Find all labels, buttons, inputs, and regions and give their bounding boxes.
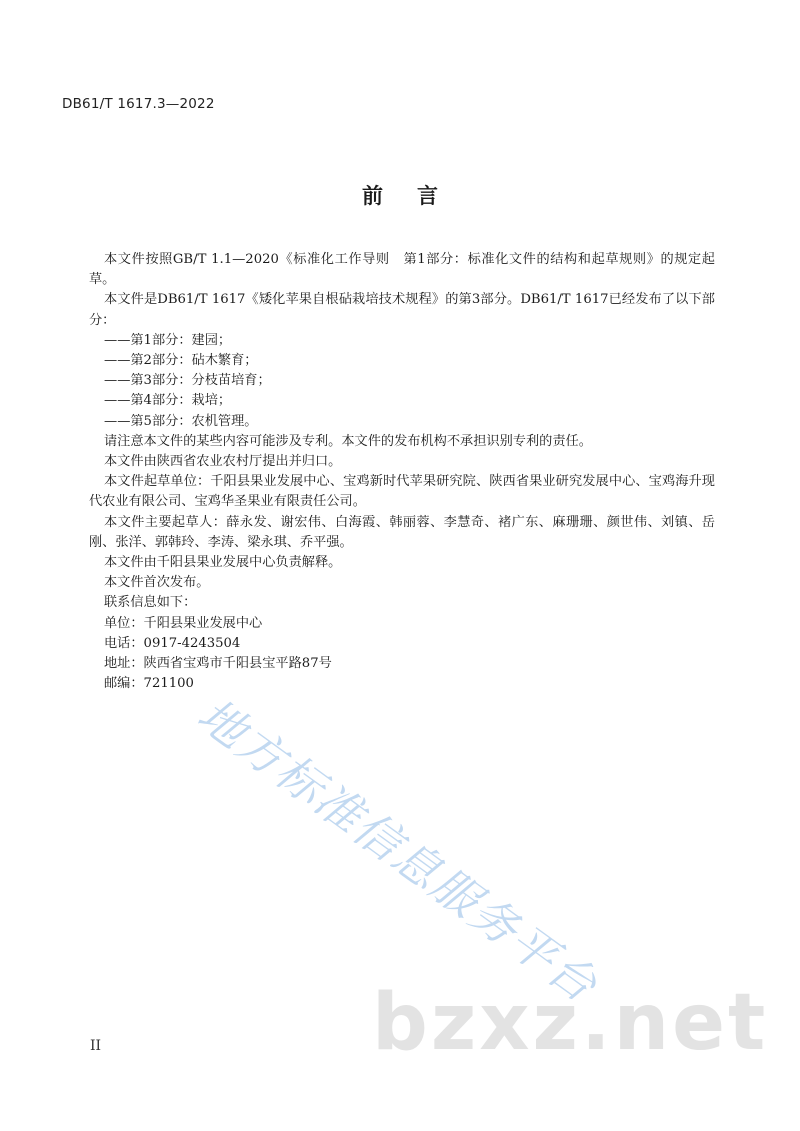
part-list-item: ——第5部分：农机管理。 (104, 413, 258, 429)
paragraph-series-info: 本文件是DB61/T 1617《矮化苹果自根砧栽培技术规程》的第3部分。DB61/T 1617已经发布了以下部分： (89, 292, 715, 328)
document-body (89, 250, 715, 694)
part-list-item: ——第3部分：分枝苗培育； (104, 373, 271, 389)
contact-unit: 单位：千阳县果业发展中心 (104, 615, 263, 631)
part-list-item: ——第1部分：建园； (104, 332, 232, 348)
paragraph-drafting-rules: 本文件按照GB/T 1.1—2020《标准化工作导则 第1部分：标准化文件的结构和起草规则》的规定起草。 (89, 252, 715, 288)
paragraph-drafting-units: 本文件起草单位：千阳县果业发展中心、宝鸡新时代苹果研究院、陕西省果业研究发展中心、宝鸡海升现代农业有限公司、宝鸡华圣果业有限责任公司。 (89, 474, 715, 510)
document-number: DB61/T 1617.3—2022 (62, 96, 215, 112)
paragraph-patent-notice: 请注意本文件的某些内容可能涉及专利。本文件的发布机构不承担识别专利的责任。 (104, 433, 592, 449)
paragraph-interpretation: 本文件由千阳县果业发展中心负责解释。 (104, 555, 342, 571)
contact-postcode: 邮编：721100 (104, 676, 194, 692)
part-list-item: ——第2部分：砧木繁育； (104, 353, 258, 369)
part-list-item: ——第4部分：栽培； (104, 393, 232, 409)
contact-address: 地址：陕西省宝鸡市千阳县宝平路87号 (104, 656, 332, 672)
page-number: II (90, 1038, 102, 1054)
page-title: 前言 (362, 184, 472, 208)
watermark-diagonal: 地方标准信息服务平台 (187, 687, 609, 1014)
contact-phone: 电话：0917-4243504 (104, 635, 241, 651)
paragraph-first-release: 本文件首次发布。 (104, 575, 210, 591)
paragraph-proposer: 本文件由陕西省农业农村厅提出并归口。 (104, 454, 342, 470)
contact-heading: 联系信息如下： (104, 595, 197, 611)
watermark-site: bzxz.net (372, 978, 769, 1068)
paragraph-drafters: 本文件主要起草人：薛永发、谢宏伟、白海霞、韩丽蓉、李慧奇、褚广东、麻珊珊、颜世伟、刘镇、岳刚、张洋、郭韩玲、李涛、梁永琪、乔平强。 (89, 514, 715, 550)
